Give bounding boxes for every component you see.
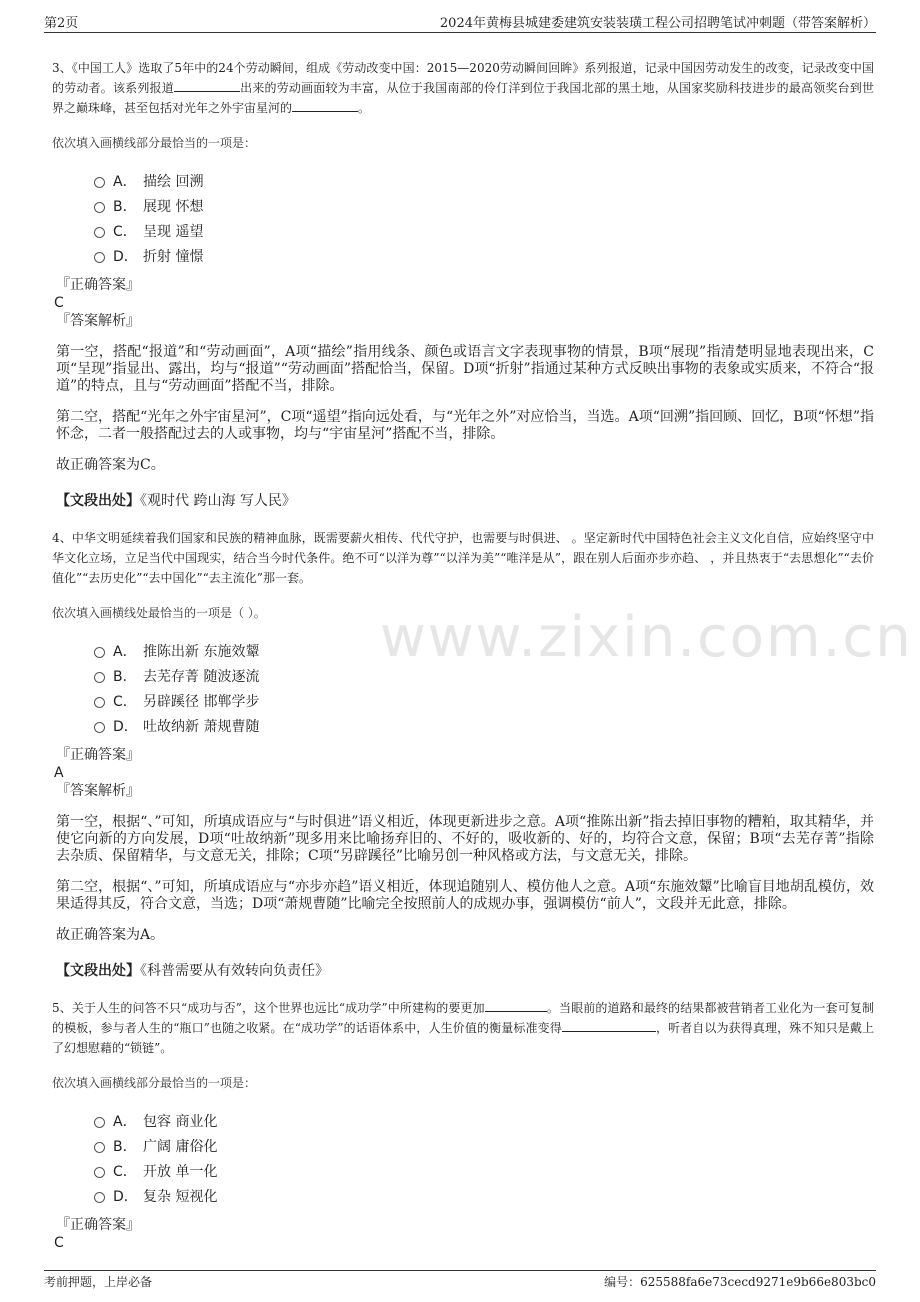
- radio-icon[interactable]: [94, 647, 105, 658]
- analysis-label: 『答案解析』: [56, 313, 140, 329]
- radio-icon[interactable]: [94, 672, 105, 683]
- radio-icon[interactable]: [94, 1117, 105, 1128]
- option-list: [94, 168, 874, 268]
- passage-source: 【文段出处】《观时代 跨山海 写人民》: [56, 493, 296, 509]
- option-b[interactable]: B． 展现 怀想: [94, 193, 874, 218]
- radio-icon[interactable]: [94, 202, 105, 213]
- option-c[interactable]: C． 开放 单一化: [94, 1158, 874, 1183]
- radio-icon[interactable]: [94, 722, 105, 733]
- option-d[interactable]: D． 吐故纳新 萧规曹随: [94, 713, 874, 738]
- question-prompt: 依次填入画横线部分最恰当的一项是：: [52, 1076, 257, 1090]
- radio-icon[interactable]: [94, 1142, 105, 1153]
- document-body: [52, 58, 874, 1252]
- analysis-paragraph: 第二空，搭配“光年之外宇宙星河”，C项“遥望”指向远处看，与“光年之外”对应恰当，当选。A项“回溯”指回顾、回忆，B项“怀想”指怀念，二者一般搭配过去的人或事物，均与“宇宙星河”搭配不当，排除。: [56, 409, 874, 442]
- question-text: 3、《中国工人》选取了5年中的24个劳动瞬间，组成《劳动改变中国：2015—2020劳动瞬间回眸》系列报道，记录中国因劳动发生的改变，记录改变中国的劳动者。该系列报道 出来的劳动画面较为丰富，从位于我国南部的伶仃洋到位于我国北部的黑土地，从国家奖励科技进步的最高领奖台到世界之巅珠峰，甚至包括对光年之外宇宙星河的 。: [52, 61, 874, 115]
- question-text: 5、关于人生的问答不只“成功与否”，这个世界也远比“成功学”中所建构的要更加 。当眼前的道路和最终的结果都被营销者工业化为一套可复制的模板，参与者人生的“瓶口”也随之收紧。在“成功学”的话语体系中，人生价值的衡量标准变得 ，听者自以为获得真理，殊不知只是戴上了幻想慰藉的“锁链”。: [52, 1001, 874, 1055]
- radio-icon[interactable]: [94, 177, 105, 188]
- option-d[interactable]: D． 复杂 短视化: [94, 1183, 874, 1208]
- page-header: [44, 12, 876, 33]
- page-footer: [44, 1270, 876, 1291]
- option-b[interactable]: B． 广阔 庸俗化: [94, 1133, 874, 1158]
- correct-answer: C: [54, 1235, 64, 1251]
- option-a[interactable]: A． 推陈出新 东施效颦: [94, 638, 874, 663]
- option-a[interactable]: A． 包容 商业化: [94, 1108, 874, 1133]
- footer-slogan: 考前押题，上岸必备: [44, 1275, 153, 1289]
- option-d[interactable]: D． 折射 憧憬: [94, 243, 874, 268]
- question-5: [52, 998, 874, 1252]
- answer-label: 『正确答案』: [56, 747, 140, 763]
- answer-label: 『正确答案』: [56, 1217, 140, 1233]
- radio-icon[interactable]: [94, 1167, 105, 1178]
- watermark: www.zixin.com.cn: [380, 605, 913, 670]
- passage-source: 【文段出处】《科普需要从有效转向负责任》: [56, 963, 329, 979]
- correct-answer: A: [54, 765, 64, 781]
- fill-blank: [174, 79, 240, 92]
- analysis-label: 『答案解析』: [56, 783, 140, 799]
- question-4: [52, 528, 874, 980]
- option-b[interactable]: B． 去芜存菁 随波逐流: [94, 663, 874, 688]
- fill-blank: [292, 99, 358, 112]
- radio-icon[interactable]: [94, 1192, 105, 1203]
- analysis-paragraph: 第二空，根据“、”可知，所填成语应与“亦步亦趋”语义相近，体现追随别人、模仿他人之意。A项“东施效颦”比喻盲目地胡乱模仿，效果适得其反，符合文意，当选；D项“萧规曹随”比喻完全按照前人的成规办事，强调模仿“前人”，文段并无此意，排除。: [56, 879, 874, 912]
- analysis-paragraph: 第一空，根据“、”可知，所填成语应与“与时俱进”语义相近，体现更新进步之意。A项“推陈出新”指去掉旧事物的糟粕，取其精华，并使它向新的方向发展，D项“吐故纳新”现多用来比喻扬弃旧的、不好的，吸收新的、好的，均符合文意，保留；B项“去芜存菁”指除去杂质、保留精华，与文意无关，排除；C项“另辟蹊径”比喻另创一种风格或方法，与文意无关，排除。: [56, 814, 874, 864]
- analysis-conclusion: 故正确答案为C。: [56, 457, 165, 473]
- fill-blank: [485, 999, 547, 1012]
- radio-icon[interactable]: [94, 227, 105, 238]
- option-c[interactable]: C． 另辟蹊径 邯郸学步: [94, 688, 874, 713]
- analysis-conclusion: 故正确答案为A。: [56, 927, 165, 943]
- option-list: [94, 1108, 874, 1208]
- question-prompt: 依次填入画横线部分最恰当的一项是：: [52, 136, 257, 150]
- analysis-paragraph: 第一空，搭配“报道”和“劳动画面”，A项“描绘”指用线条、颜色或语言文字表现事物的情景，B项“展现”指清楚明显地表现出来，C项“呈现”指显出、露出，均与“报道”“劳动画面”搭配恰当，保留。D项“折射”指通过某种方式反映出事物的表象或实质来，不符合“报道”的特点，且与“劳动画面”搭配不当，排除。: [56, 344, 874, 394]
- option-c[interactable]: C． 呈现 遥望: [94, 218, 874, 243]
- fill-blank: [562, 1019, 656, 1032]
- radio-icon[interactable]: [94, 697, 105, 708]
- question-text: 4、中华文明延续着我们国家和民族的精神血脉，既需要薪火相传、代代守护，也需要与时俱进、 。坚定新时代中国特色社会主义文化自信，应始终坚守中华文化立场，立足当代中国现实，结合当今时代条件。绝不可“以洋为尊”“以洋为美”“唯洋是从”，跟在别人后面亦步亦趋、 ，并且热衷于“去思想化”“去价值化”“去历史化”“去中国化”“去主流化”那一套。: [52, 531, 874, 585]
- document-title: 2024年黄梅县城建委建筑安装装璜工程公司招聘笔试冲刺题（带答案解析）: [439, 16, 876, 31]
- option-list: [94, 638, 874, 738]
- radio-icon[interactable]: [94, 252, 105, 263]
- page-number: 第2页: [44, 16, 79, 31]
- answer-label: 『正确答案』: [56, 277, 140, 293]
- correct-answer: C: [54, 295, 64, 311]
- question-prompt: 依次填入画横线处最恰当的一项是（ ）。: [52, 606, 266, 620]
- option-a[interactable]: A． 描绘 回溯: [94, 168, 874, 193]
- question-3: [52, 58, 874, 510]
- document-id: 编号：625588fa6e73cecd9271e9b66e803bc0: [604, 1275, 876, 1289]
